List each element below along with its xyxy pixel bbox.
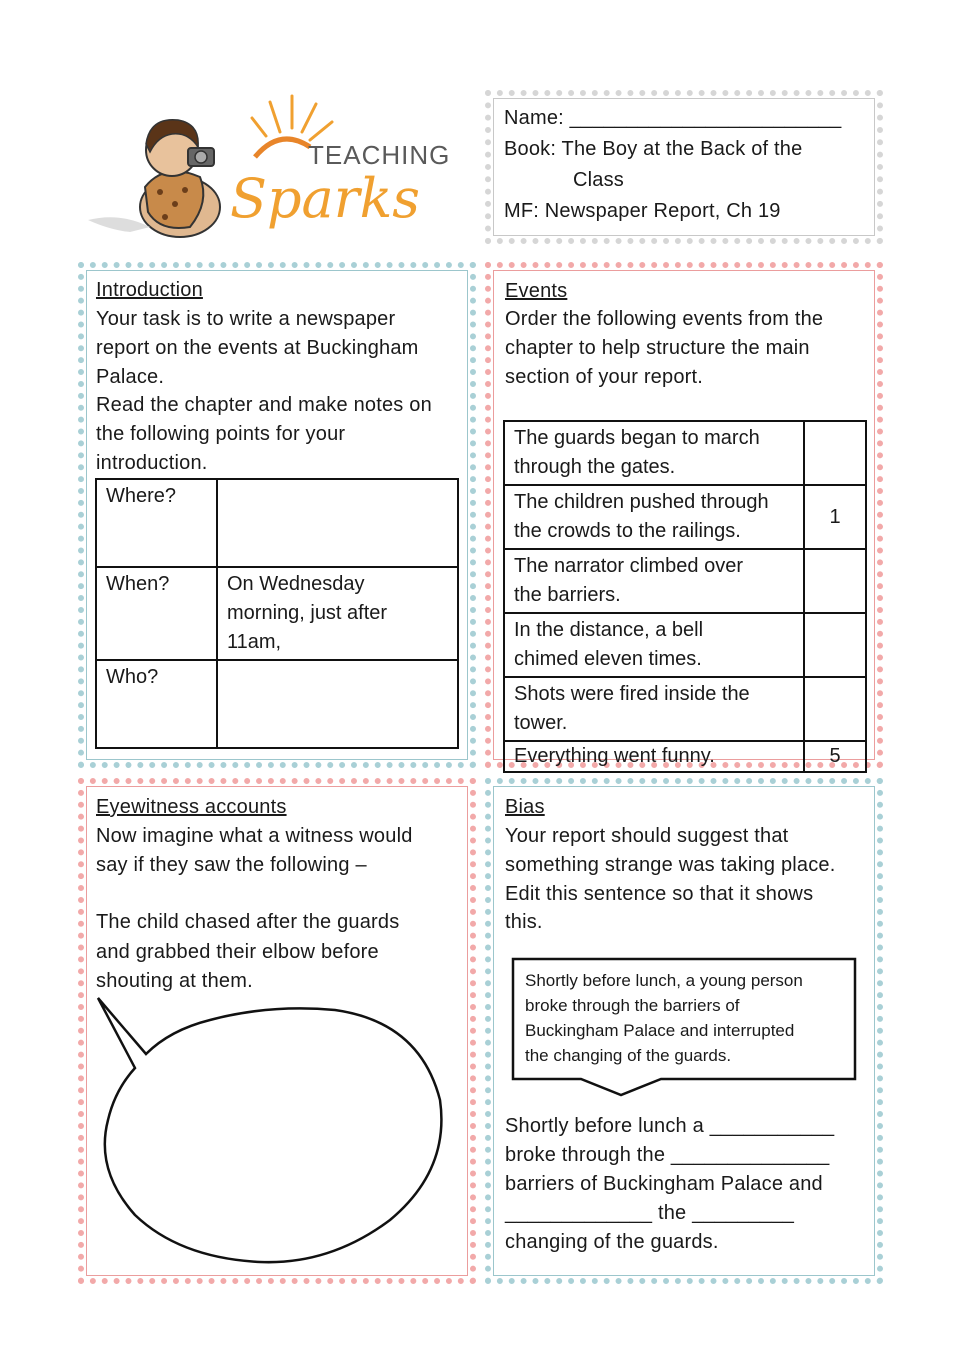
- eyewitness-heading: Eyewitness accounts: [96, 796, 287, 818]
- who-label: Who?: [96, 660, 217, 748]
- event-order[interactable]: 1: [804, 485, 866, 549]
- edit-line[interactable]: _____________ the _________: [505, 1202, 795, 1224]
- edit-line: barriers of Buckingham Palace and: [505, 1173, 823, 1195]
- bias-line: Edit this sentence so that it shows: [505, 883, 814, 905]
- event-text: Shots were fired inside the tower.: [504, 677, 804, 741]
- logo-line2: Sparks: [230, 167, 421, 230]
- event-order[interactable]: [804, 549, 866, 613]
- book-line-cont: Class: [573, 169, 625, 191]
- eyewitness-line: shouting at them.: [96, 970, 253, 992]
- caveman-with-camera-icon: [80, 92, 460, 242]
- intro-line: introduction.: [96, 452, 208, 474]
- table-row: [96, 567, 458, 660]
- speech-bubble[interactable]: [90, 990, 460, 1270]
- eyewitness-line: Now imagine what a witness would: [96, 825, 413, 847]
- bias-line: this.: [505, 911, 543, 933]
- edit-line[interactable]: Shortly before lunch a ___________: [505, 1115, 835, 1137]
- events-line: chapter to help structure the main: [505, 337, 810, 359]
- table-row: [96, 660, 458, 748]
- events-table: [503, 420, 867, 773]
- table-row: [504, 741, 866, 772]
- bias-line: something strange was taking place.: [505, 854, 836, 876]
- intro-line: Read the chapter and make notes on: [96, 394, 432, 416]
- event-text: Everything went funny.: [504, 741, 804, 772]
- when-answer[interactable]: On Wednesday morning, just after 11am,: [217, 567, 458, 660]
- intro-line: Your task is to write a newspaper: [96, 308, 396, 330]
- eyewitness-line: say if they saw the following –: [96, 854, 367, 876]
- event-text: In the distance, a bell chimed eleven times.: [504, 613, 804, 677]
- events-line: section of your report.: [505, 366, 704, 388]
- event-text: The guards began to march through the gates.: [504, 421, 804, 485]
- teaching-sparks-logo: [80, 92, 460, 242]
- table-row: [504, 549, 866, 613]
- edit-line[interactable]: broke through the ______________: [505, 1144, 830, 1166]
- eyewitness-line: The child chased after the guards: [96, 911, 400, 933]
- where-label: Where?: [96, 479, 217, 567]
- table-row: [504, 613, 866, 677]
- table-row: [504, 485, 866, 549]
- events-line: Order the following events from the: [505, 308, 824, 330]
- table-row: [504, 677, 866, 741]
- edit-line: changing of the guards.: [505, 1231, 719, 1253]
- book-line: Book: The Boy at the Back of the: [504, 138, 803, 160]
- who-answer[interactable]: [217, 660, 458, 748]
- where-answer[interactable]: [217, 479, 458, 567]
- mf-line: MF: Newspaper Report, Ch 19: [504, 200, 781, 222]
- intro-line: Palace.: [96, 366, 165, 388]
- event-order[interactable]: [804, 677, 866, 741]
- logo-line1: TEACHING: [308, 140, 451, 170]
- event-order[interactable]: [804, 421, 866, 485]
- example-sentence: Shortly before lunch, a young person broke through the barriers of Buckingham Palace and interrupted the changing of the guards.: [525, 971, 803, 1065]
- event-text: The narrator climbed over the barriers.: [504, 549, 804, 613]
- intro-table: [95, 478, 459, 749]
- table-row: [96, 479, 458, 567]
- bias-heading: Bias: [505, 796, 545, 818]
- intro-line: report on the events at Buckingham: [96, 337, 419, 359]
- eyewitness-line: and grabbed their elbow before: [96, 941, 379, 963]
- when-label: When?: [96, 567, 217, 660]
- intro-line: the following points for your: [96, 423, 346, 445]
- event-order[interactable]: 5: [804, 741, 866, 772]
- introduction-heading: Introduction: [96, 279, 203, 301]
- name-label: Name:: [504, 107, 564, 129]
- event-order[interactable]: [804, 613, 866, 677]
- events-heading: Events: [505, 280, 568, 302]
- event-text: The children pushed through the crowds to the railings.: [504, 485, 804, 549]
- name-field[interactable]: ________________________: [569, 107, 842, 129]
- bias-line: Your report should suggest that: [505, 825, 789, 847]
- table-row: [504, 421, 866, 485]
